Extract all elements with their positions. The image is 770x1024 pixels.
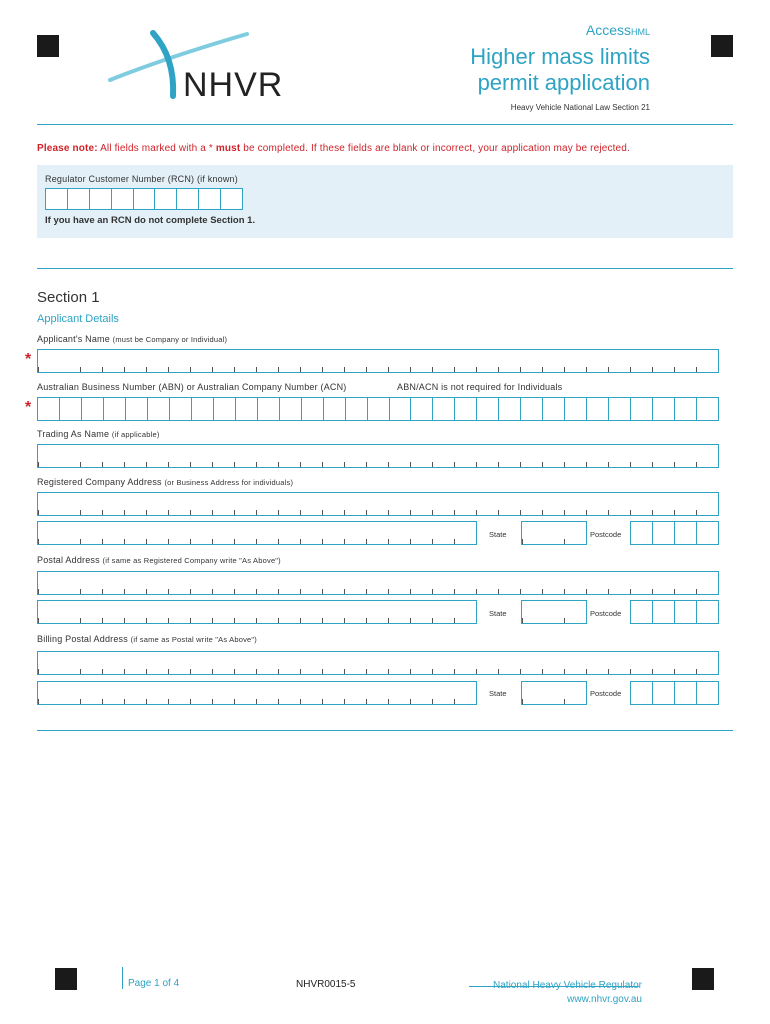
footer-url[interactable]: www.nhvr.gov.au xyxy=(567,994,642,1005)
notice-prefix: Please note: xyxy=(37,143,98,154)
postal-address-hint: (if same as Registered Company write "As Above") xyxy=(102,556,281,565)
header-divider xyxy=(37,124,733,125)
applicant-name-input[interactable] xyxy=(37,349,719,373)
trading-name-hint: (if applicable) xyxy=(111,430,160,439)
registered-address-line2-input[interactable] xyxy=(37,521,477,545)
registration-mark-top-right xyxy=(711,35,733,57)
footer-org-name: National Heavy Vehicle Regulator xyxy=(493,980,642,991)
applicant-name-label xyxy=(37,334,227,344)
registered-postcode-input[interactable] xyxy=(630,521,719,545)
required-marker-abn: * xyxy=(25,399,32,416)
billing-address-line1-input[interactable] xyxy=(37,651,719,675)
rcn-label: Regulator Customer Number (RCN) (if known) xyxy=(45,174,238,184)
billing-address-hint: (if same as Postal write "As Above") xyxy=(130,635,257,644)
page-title xyxy=(350,44,650,96)
required-fields-notice xyxy=(37,143,737,154)
notice-text-1: All fields marked with a * xyxy=(97,143,216,154)
billing-address-label xyxy=(37,634,257,644)
nhvr-logo-text: NHVR xyxy=(183,66,284,104)
access-main: Access xyxy=(585,22,631,38)
postal-address-line2-input[interactable] xyxy=(37,600,477,624)
access-hml-label xyxy=(450,22,650,38)
trading-name-label-text: Trading As Name xyxy=(37,429,112,439)
registered-postcode-label: Postcode xyxy=(590,530,622,539)
registration-mark-bottom-right xyxy=(692,968,714,990)
page-title-line1: Higher mass limits xyxy=(470,44,650,69)
footer-page-number: Page 1 of 4 xyxy=(128,978,180,989)
billing-address-line2-input[interactable] xyxy=(37,681,477,705)
nhvr-logo xyxy=(105,28,305,103)
billing-postcode-input[interactable] xyxy=(630,681,719,705)
access-sub: HML xyxy=(630,27,650,37)
trading-name-input[interactable] xyxy=(37,444,719,468)
page-title-line2: permit application xyxy=(477,70,650,95)
section-divider-bottom xyxy=(37,730,733,731)
required-marker-applicant: * xyxy=(25,351,32,368)
registered-state-input[interactable] xyxy=(521,521,587,545)
applicant-name-label-text: Applicant's Name xyxy=(37,334,113,344)
abn-note: ABN/ACN is not required for Individuals xyxy=(397,382,563,392)
footer-divider-left xyxy=(122,967,123,989)
postal-address-line1-input[interactable] xyxy=(37,571,719,595)
registered-address-hint: (or Business Address for individuals) xyxy=(164,478,294,487)
billing-state-label: State xyxy=(489,689,507,698)
registered-address-line1-input[interactable] xyxy=(37,492,719,516)
page-subtitle: Heavy Vehicle National Law Section 21 xyxy=(510,103,650,112)
section-1-title: Section 1 xyxy=(37,289,100,306)
postal-state-input[interactable] xyxy=(521,600,587,624)
abn-label: Australian Business Number (ABN) or Australian Company Number (ACN) xyxy=(37,382,347,392)
rcn-instruction: If you have an RCN do not complete Section 1. xyxy=(45,215,256,226)
abn-input[interactable] xyxy=(37,397,719,421)
trading-name-label xyxy=(37,429,160,439)
postal-address-label xyxy=(37,555,281,565)
notice-text-2: be completed. If these fields are blank or incorrect, your application may be rejected. xyxy=(240,143,630,154)
postal-postcode-input[interactable] xyxy=(630,600,719,624)
registered-address-label xyxy=(37,477,293,487)
section-1-subtitle: Applicant Details xyxy=(37,313,119,325)
registration-mark-bottom-left xyxy=(55,968,77,990)
registration-mark-top-left xyxy=(37,35,59,57)
rcn-panel xyxy=(37,165,733,238)
postal-postcode-label: Postcode xyxy=(590,609,622,618)
registered-address-label-text: Registered Company Address xyxy=(37,477,165,487)
billing-state-input[interactable] xyxy=(521,681,587,705)
rcn-input[interactable] xyxy=(45,188,243,210)
applicant-name-hint: (must be Company or Individual) xyxy=(112,335,228,344)
billing-address-label-text: Billing Postal Address xyxy=(37,634,131,644)
section-divider-top xyxy=(37,268,733,269)
billing-postcode-label: Postcode xyxy=(590,689,622,698)
notice-must: must xyxy=(215,143,241,154)
registered-state-label: State xyxy=(489,530,507,539)
postal-address-label-text: Postal Address xyxy=(37,555,103,565)
postal-state-label: State xyxy=(489,609,507,618)
footer-form-code: NHVR0015-5 xyxy=(296,979,356,990)
